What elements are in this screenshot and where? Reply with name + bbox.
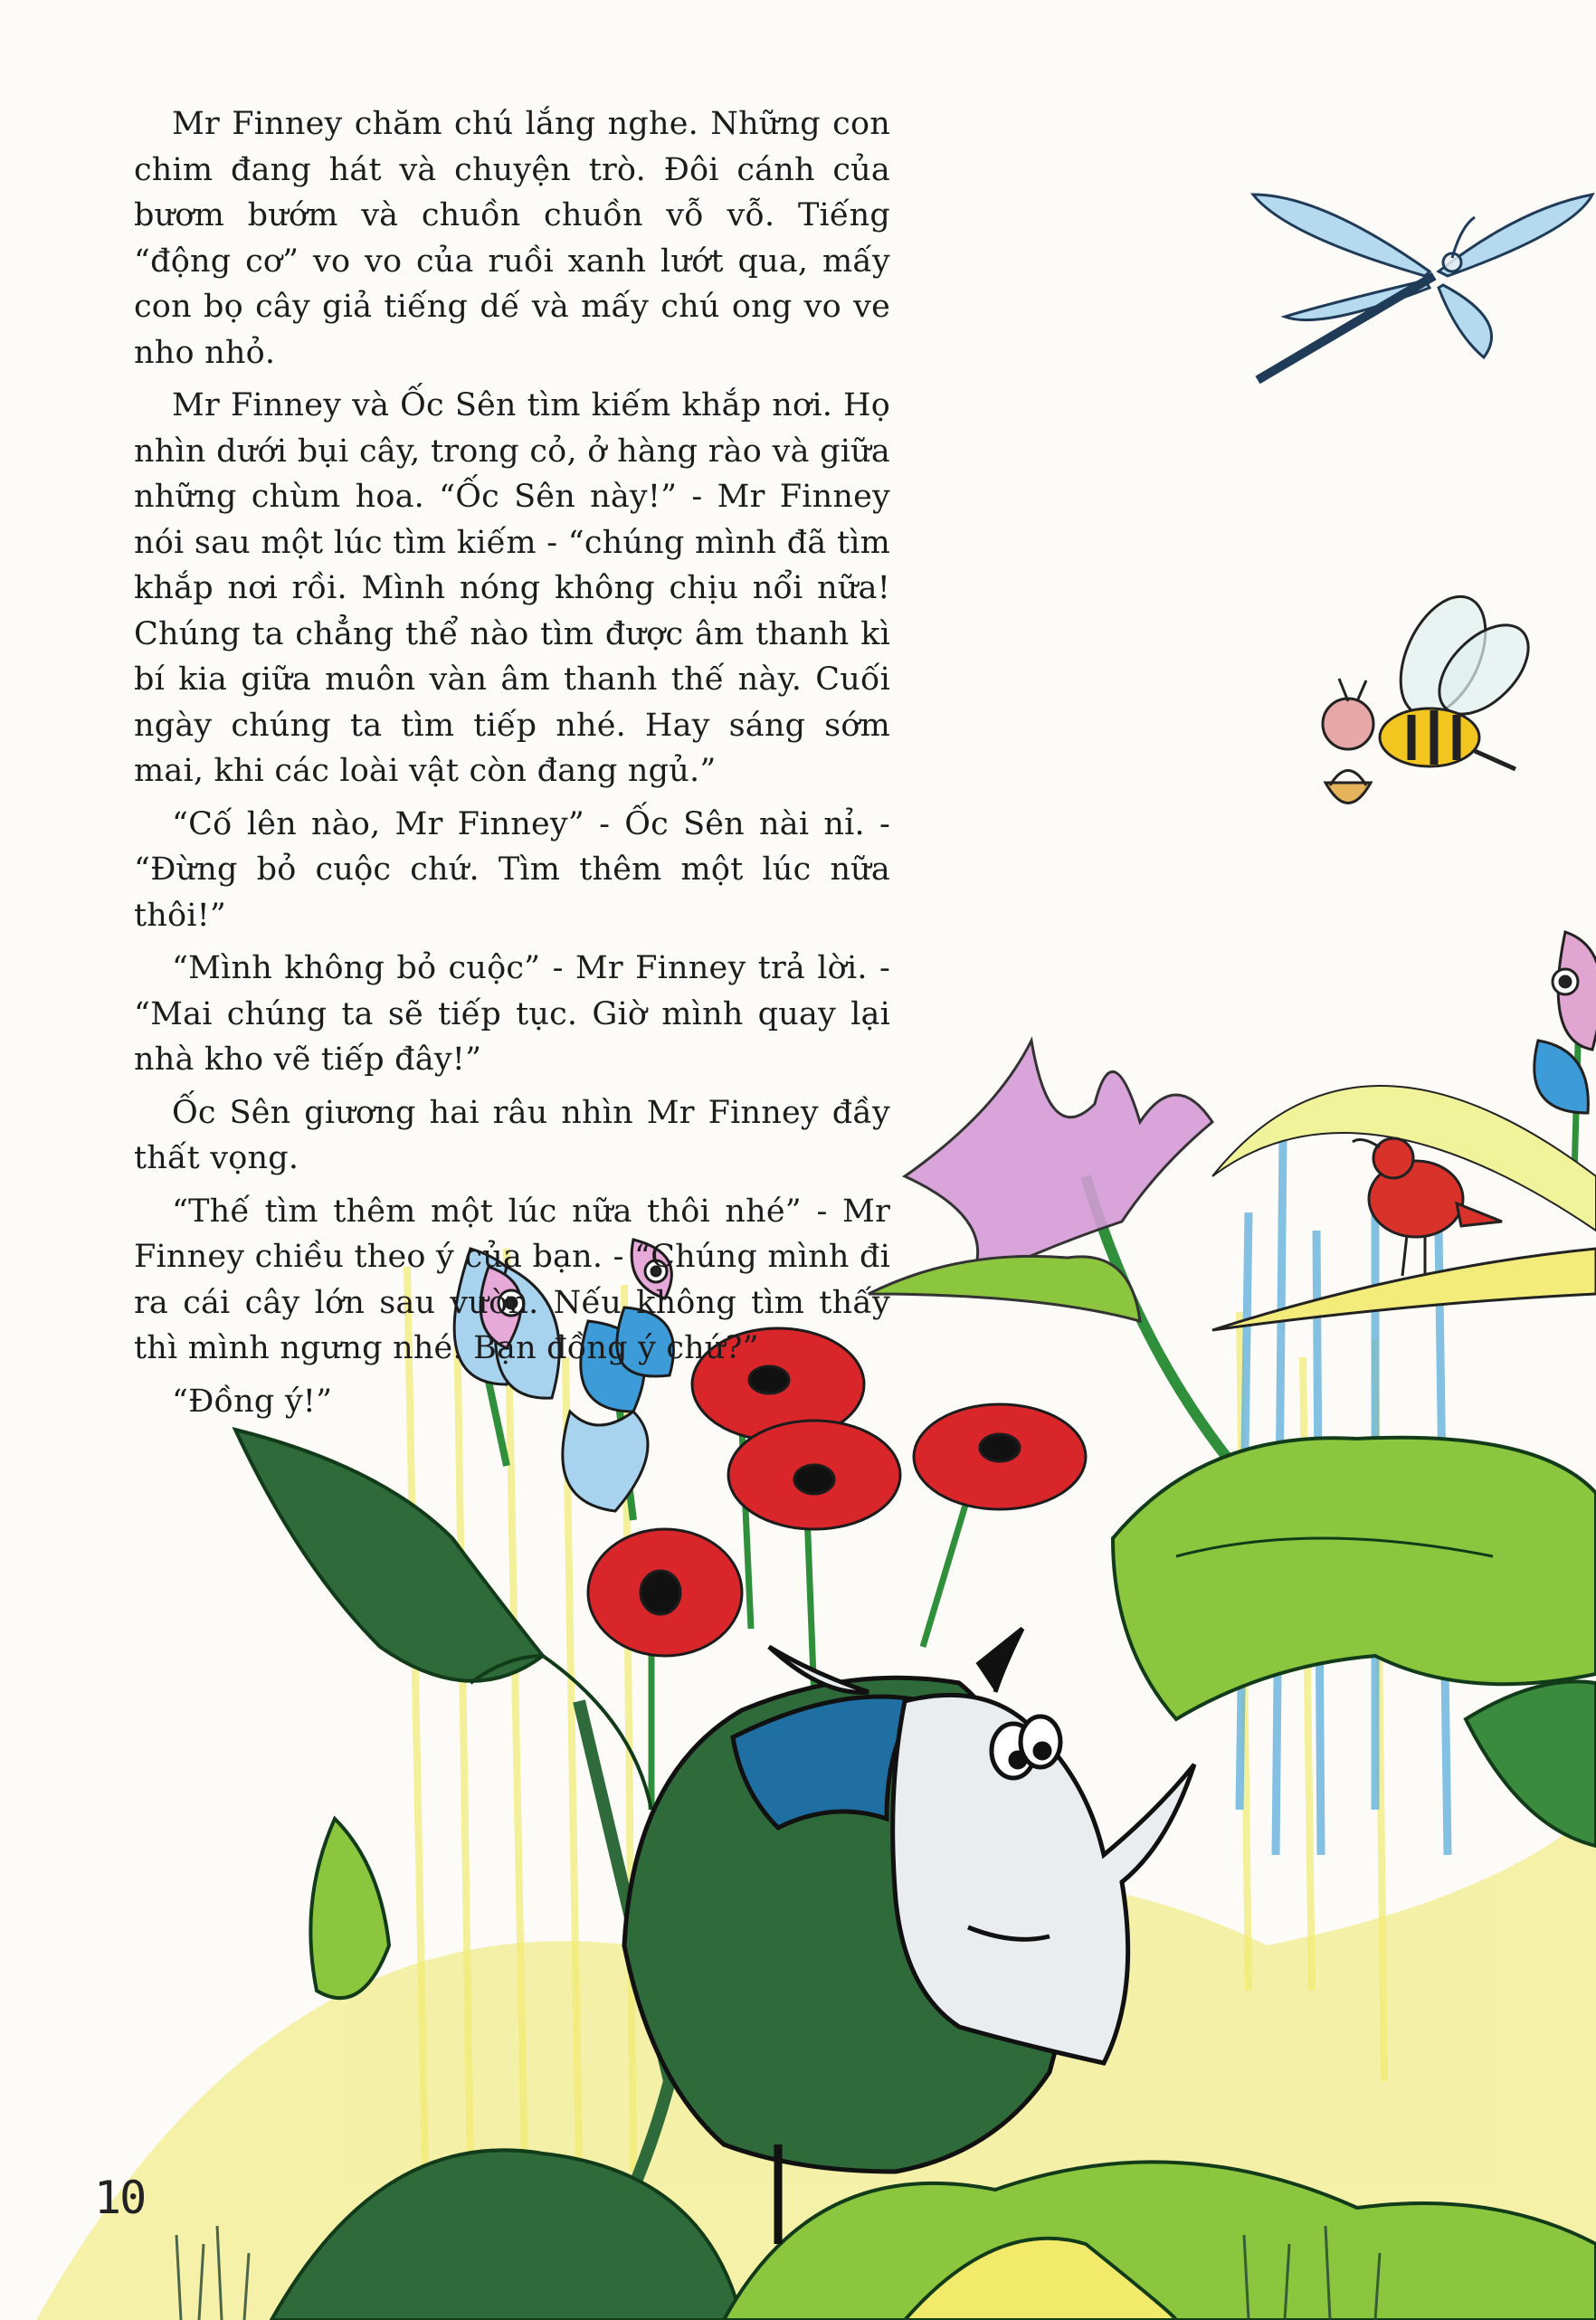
paragraph-3: “Cố lên nào, Mr Finney” - Ốc Sên nài nỉ. - “Đừng bỏ cuộc chứ. Tìm thêm một lúc nữa thôi!” bbox=[134, 805, 890, 934]
story-text bbox=[134, 101, 890, 1431]
paragraph-1: Mr Finney chăm chú lắng nghe. Những con chim đang hát và chuyện trò. Đôi cánh của bươm bướm và chuồn chuồn vỗ vỗ. Tiếng “động cơ” vo vo của ruồi xanh lướt qua, mấy con bọ cây giả tiếng dế và mấy chú ong vo ve nho nhỏ. bbox=[134, 106, 890, 371]
paragraph-2: Mr Finney và Ốc Sên tìm kiếm khắp nơi. Họ nhìn dưới bụi cây, trong cỏ, ở hàng rào và giữa những chùm hoa. “Ốc Sên này!” - Mr Finney nói sau một lúc tìm kiếm - “chúng mình đã tìm khắp nơi rồi. Mình nóng không chịu nổi nữa! Chúng ta chẳng thể nào tìm được âm thanh kì bí kia giữa muôn vàn âm thanh thế này. Cuối ngày chúng ta tìm tiếp nhé. Hay sáng sớm mai, khi các loài vật còn đang ngủ.” bbox=[134, 387, 890, 789]
dragonfly-icon bbox=[1253, 195, 1592, 380]
paragraph-4: “Mình không bỏ cuộc” - Mr Finney trả lời. - “Mai chúng ta sẽ tiếp tục. Giờ mình quay lại nhà kho vẽ tiếp đây!” bbox=[134, 950, 890, 1078]
paragraph-7: “Đồng ý!” bbox=[172, 1383, 333, 1420]
paragraph-6: “Thế tìm thêm một lúc nữa thôi nhé” - Mr Finney chiều theo ý của bạn. - “Chúng mình đi ra cái cây lớn sau vườn. Nếu không tìm thấy thì mình ngưng nhé. Bạn đồng ý chứ?” bbox=[134, 1193, 890, 1366]
bee-with-basket-icon bbox=[1323, 584, 1544, 803]
paragraph-5: Ốc Sên giương hai râu nhìn Mr Finney đầy thất vọng. bbox=[134, 1094, 890, 1176]
page-number: 10 bbox=[94, 2172, 146, 2224]
red-bird-icon bbox=[1212, 1086, 1596, 1330]
